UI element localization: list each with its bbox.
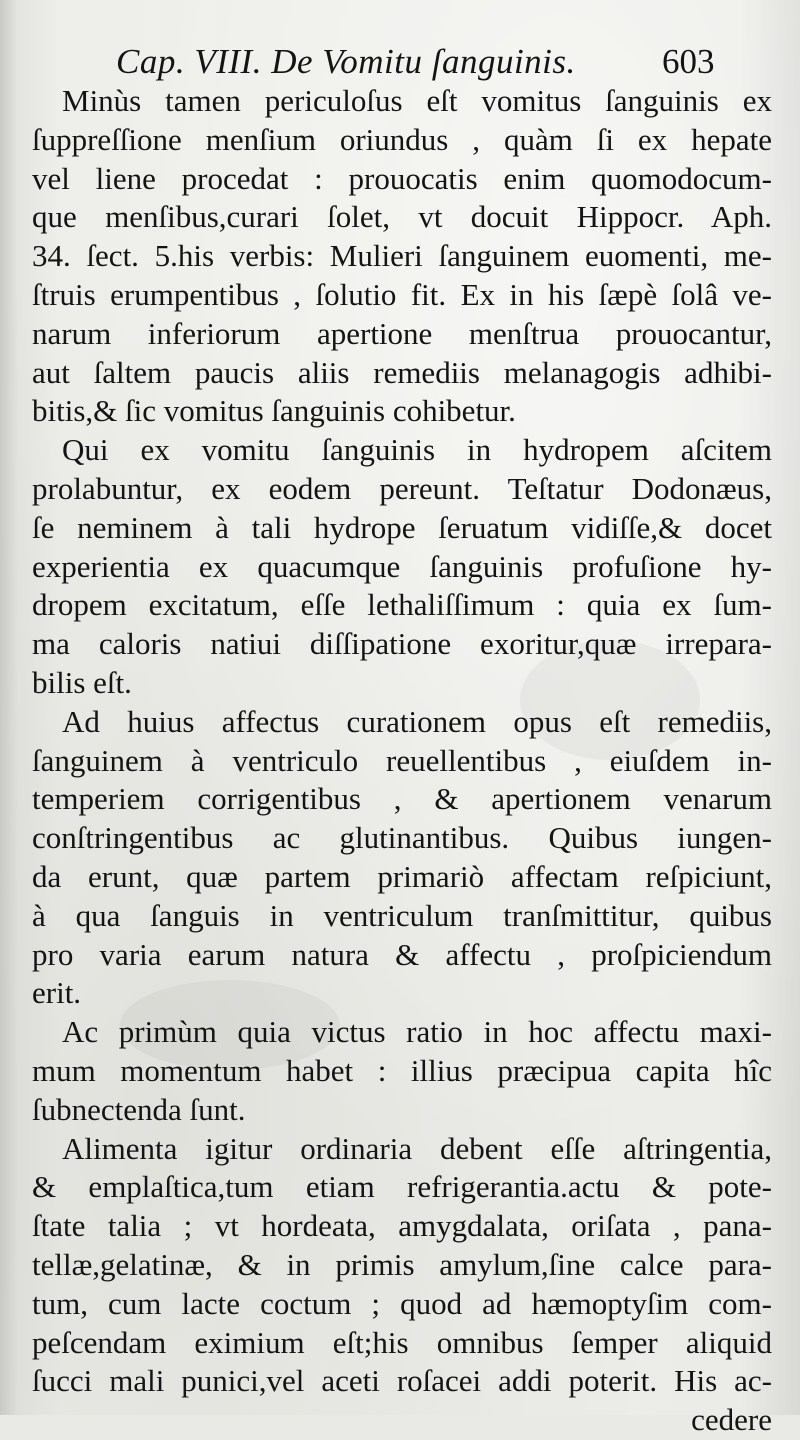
- text-line: prolabuntur, ex eodem pereunt. Teſtatur Dodonæus,: [32, 470, 772, 506]
- text-line: tellæ,gelatinæ, & in primis amylum,ſine calce para-: [32, 1246, 772, 1282]
- text-line: cedere: [691, 1402, 772, 1438]
- text-line: bilis eſt.: [32, 664, 132, 700]
- text-line: mum momentum habet : illius præcipua capita hîc: [32, 1052, 772, 1088]
- text-line: peſcendam eximium eſt;his omnibus ſemper aliquid: [32, 1324, 772, 1360]
- text-line: à qua ſanguis in ventriculum tranſmittitur, quibus: [32, 897, 772, 933]
- text-line: ſanguinem à ventriculo reuellentibus , eiuſdem in-: [32, 742, 772, 778]
- text-line: ſucci mali punici,vel aceti roſacei addi poterit. His ac-: [32, 1363, 772, 1399]
- text-line: temperiem corrigentibus , & apertionem venarum: [32, 781, 772, 817]
- text-line: que menſibus,curari ſolet, vt docuit Hippocr. Aph.: [32, 199, 772, 235]
- body-text: [32, 82, 772, 1440]
- text-line: erit.: [32, 975, 82, 1011]
- text-line: ſuppreſſione menſium oriundus , quàm ſi ex hepate: [32, 121, 772, 157]
- text-line: ſubnectenda ſunt.: [32, 1091, 246, 1127]
- text-line: dropem excitatum, eſſe lethaliſſimum : quia ex ſum-: [32, 587, 772, 623]
- text-line: pro varia earum natura & affectu , proſpiciendum: [32, 936, 772, 972]
- text-line: Ac primùm quia victus ratio in hoc affectu maxi-: [62, 1014, 772, 1050]
- text-line: aut ſaltem paucis aliis remediis melanagogis adhibi-: [32, 354, 772, 390]
- text-line: da erunt, quæ partem primariò affectam reſpiciunt,: [32, 858, 772, 894]
- text-line: & emplaſtica,tum etiam refrigerantia.actu & pote-: [32, 1169, 772, 1205]
- text-line: experientia ex quacumque ſanguinis profuſione hy-: [32, 548, 772, 584]
- text-line: vel liene procedat : prouocatis enim quomodocum-: [32, 160, 772, 196]
- text-line: conſtringentibus ac glutinantibus. Quibus iungen-: [32, 820, 772, 856]
- text-line: narum inferiorum apertione menſtrua prouocantur,: [32, 315, 772, 351]
- text-line: tum, cum lacte coctum ; quod ad hæmoptyſim com-: [32, 1285, 772, 1321]
- running-head: Cap. VIII. De Vomitu ſanguinis.: [116, 42, 576, 81]
- text-line: ſtruis erumpentibus , ſolutio fit. Ex in his ſæpè ſolâ ve-: [32, 276, 772, 312]
- text-line: bitis,& ſic vomitus ſanguinis cohibetur.: [32, 393, 516, 429]
- text-line: 34. ſect. 5.his verbis: Mulieri ſanguinem euomenti, me-: [32, 238, 772, 274]
- text-line: Ad huius affectus curationem opus eſt remediis,: [62, 703, 772, 739]
- text-line: Qui ex vomitu ſanguinis in hydropem aſcitem: [62, 432, 772, 468]
- text-line: Alimenta igitur ordinaria debent eſſe aſtringentia,: [62, 1130, 772, 1166]
- text-line: ſtate talia ; vt hordeata, amygdalata, oriſata , pana-: [32, 1208, 772, 1244]
- text-line: ma caloris natiui diſſipatione exoritur,quæ irrepara-: [32, 626, 772, 662]
- page-number: 603: [662, 42, 715, 81]
- text-line: Minùs tamen periculoſus eſt vomitus ſanguinis ex: [62, 83, 772, 118]
- text-line: ſe neminem à tali hydrope ſeruatum vidiſſe,& docet: [32, 509, 772, 545]
